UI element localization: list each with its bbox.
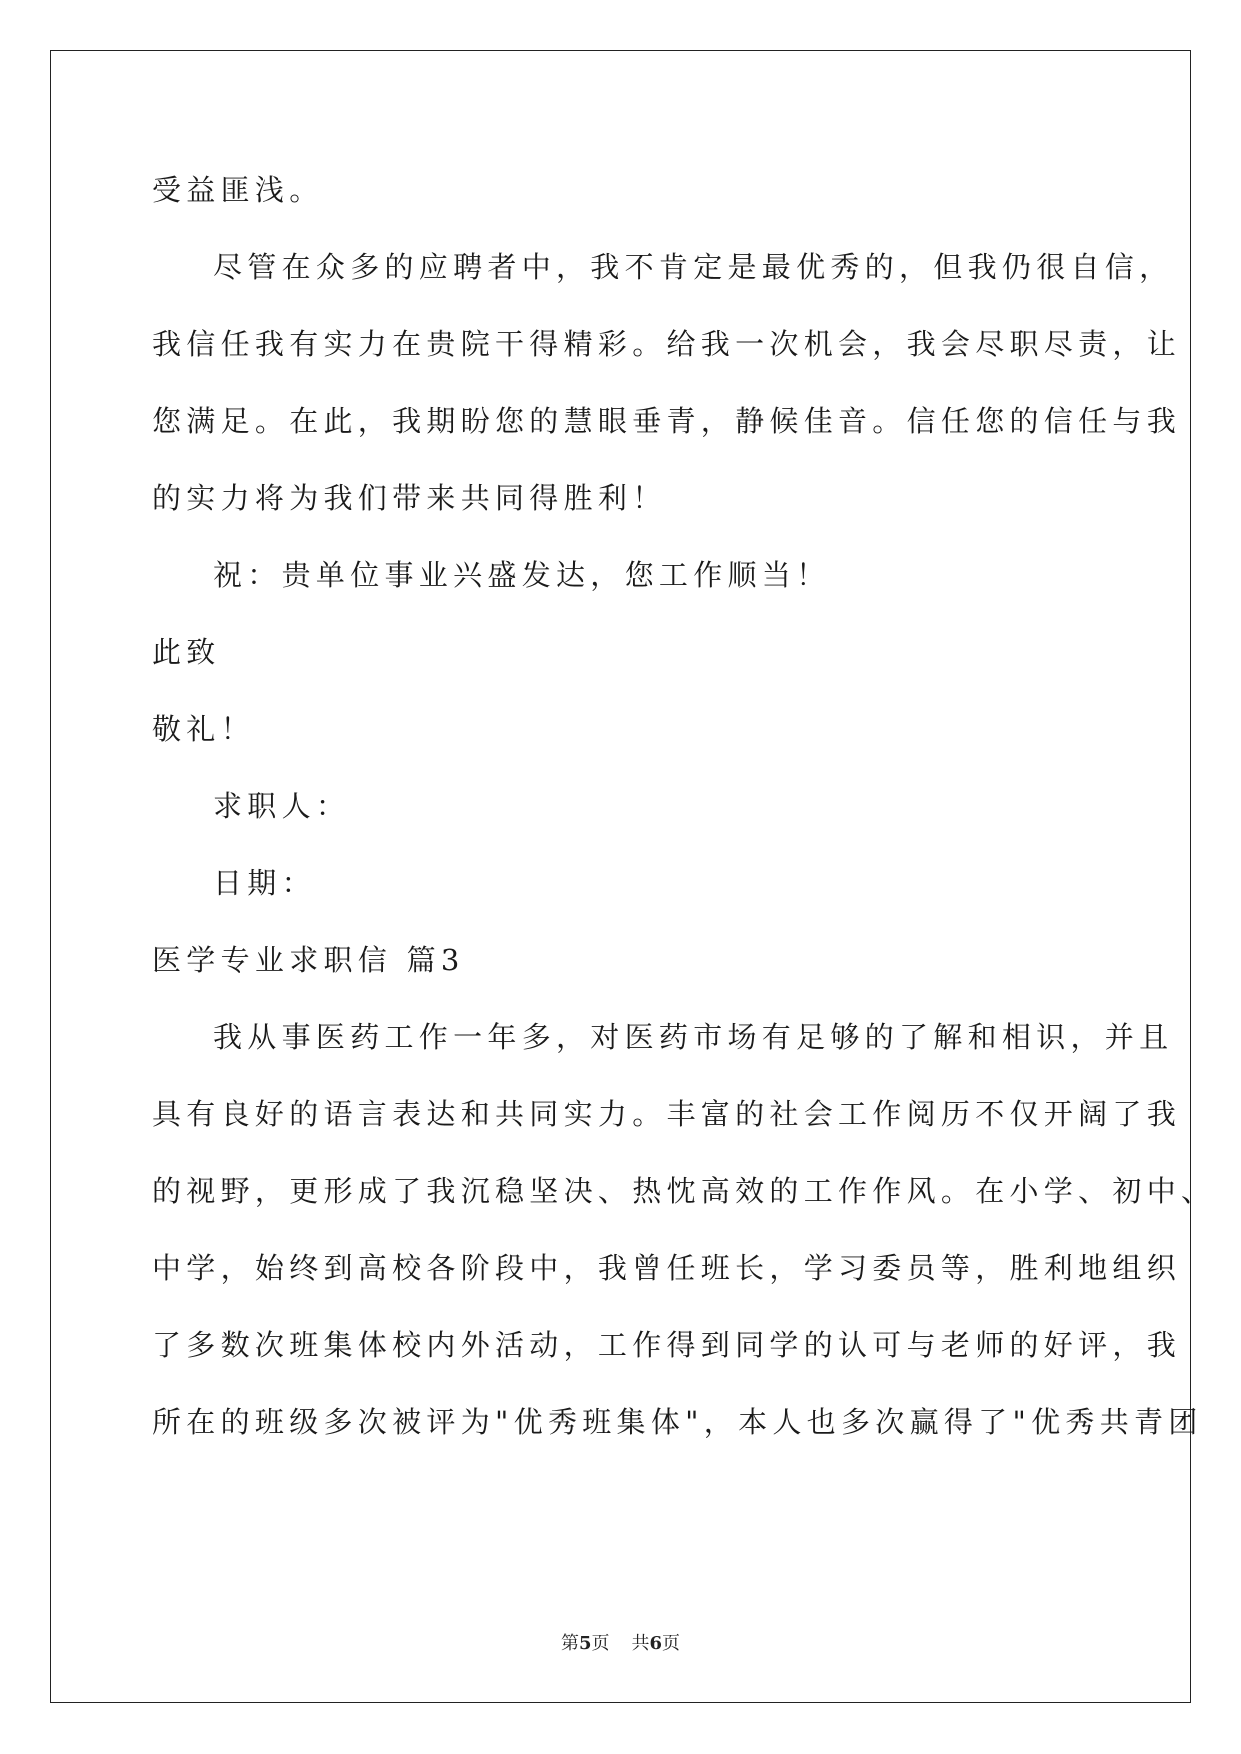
page-footer [0,1632,1241,1656]
text-line-5: 的实力将为我们带来共同得胜利！ [152,481,667,515]
regards-line: 敬礼！ [152,712,255,746]
footer-total-prefix: 共 [631,1633,650,1654]
footer-page-prefix: 第 [560,1633,579,1654]
text-line-4: 您满足。在此，我期盼您的慧眼垂青，静候佳音。信任您的信任与我 [152,404,1182,438]
text-line-17: 所在的班级多次被评为"优秀班集体"，本人也多次赢得了"优秀共青团 [152,1405,1203,1439]
text-line-3: 我信任我有实力在贵院干得精彩。给我一次机会，我会尽职尽责，让 [152,327,1182,361]
text-line-1: 受益匪浅。 [152,173,324,207]
section-heading: 医学专业求职信 篇3 [152,943,465,977]
footer-page-suffix: 页 [591,1633,610,1654]
applicant-line: 求职人： [213,789,351,823]
footer-page-total: 6 [649,1633,663,1654]
text-line-13: 具有良好的语言表达和共同实力。丰富的社会工作阅历不仅开阔了我 [152,1097,1182,1131]
salutation-line: 此致 [152,635,221,669]
text-line-16: 了多数次班集体校内外活动，工作得到同学的认可与老师的好评，我 [152,1328,1182,1362]
footer-page-current: 5 [578,1633,592,1654]
text-line-12: 我从事医药工作一年多，对医药市场有足够的了解和相识，并且 [213,1020,1174,1054]
footer-total-suffix: 页 [662,1633,681,1654]
text-line-15: 中学，始终到高校各阶段中，我曾任班长，学习委员等，胜利地组织 [152,1251,1182,1285]
text-line-2: 尽管在众多的应聘者中，我不肯定是最优秀的，但我仍很自信， [213,250,1174,284]
text-line-14: 的视野，更形成了我沉稳坚决、热忱高效的工作作风。在小学、初中、 [152,1174,1216,1208]
date-line: 日期： [213,866,316,900]
text-line-6: 祝：贵单位事业兴盛发达，您工作顺当！ [213,558,831,592]
